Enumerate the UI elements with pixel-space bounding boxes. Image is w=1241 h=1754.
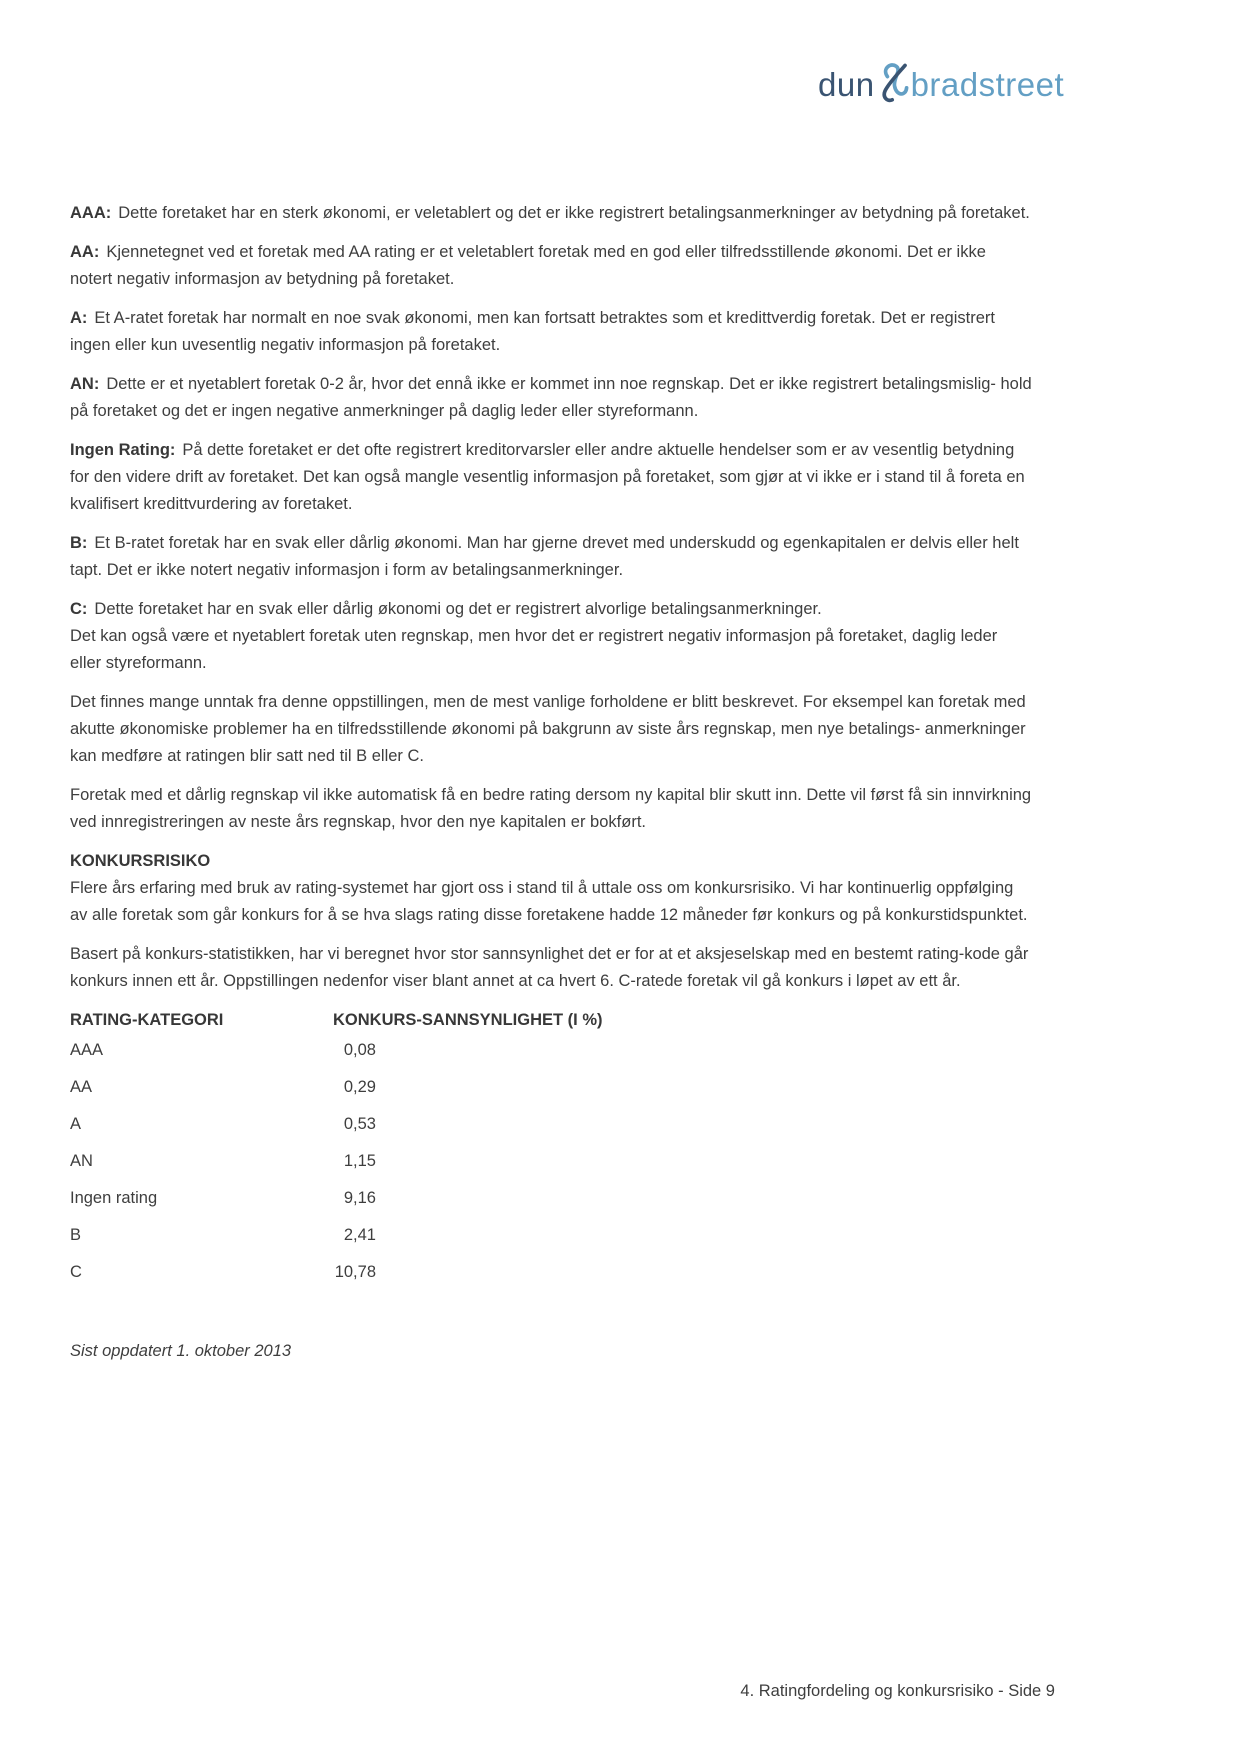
table-cell-value: 1,15 [343, 1152, 376, 1170]
konkurs-probability-table [70, 1007, 1032, 1296]
table-row-a [70, 1111, 1032, 1148]
dnb-logo [818, 62, 1064, 108]
rating-label-an: AN: [70, 375, 100, 393]
table-row-c [70, 1259, 1032, 1296]
konkursrisiko-paragraph-1: Flere års erfaring med bruk av rating-systemet har gjort oss i stand til å uttale oss om konkursrisiko. Vi har kontinuerlig oppfølging av alle foretak som går konkurs for å se hva slags rating disse foretakene hadde 12 måneder før konkurs og på konkurstidspunktet. [70, 879, 1028, 924]
table-cell-category: A [70, 1115, 82, 1133]
rating-label-ingen-rating: Ingen Rating: [70, 441, 176, 459]
table-cell-category: AN [70, 1152, 93, 1170]
exceptions-paragraph: Det finnes mange unntak fra denne oppstillingen, men de mest vanlige forholdene er blitt beskrevet. For eksempel kan foretak med akutte økonomiske problemer ha en tilfredsstillende økonomi på bakgrunn av siste års regnskap, men nye betalings- anmerkninger kan medføre at ratingen blir satt ned til B eller C. [70, 693, 1026, 765]
table-row-an [70, 1148, 1032, 1185]
logo-text-dun: dun [818, 66, 875, 103]
konkursrisiko-paragraph-2: Basert på konkurs-statistikken, har vi beregnet hvor stor sannsynlighet det er for at et aksjeselskap med en bestemt rating-kode går konkurs innen ett år. Oppstillingen nedenfor viser blant annet at ca hvert 6. C-ratede foretak vil gå konkurs i løpet av ett år. [70, 945, 1029, 990]
rating-text-aaa: Dette foretaket har en sterk økonomi, er veletablert og det er ikke registrert betalingsanmerkninger av betydning på foretaket. [118, 204, 1030, 222]
ampersand-icon [877, 61, 909, 105]
table-cell-value: 10,78 [334, 1263, 376, 1281]
konkursrisiko-heading: KONKURSRISIKO [70, 852, 211, 870]
table-cell-category: AAA [70, 1041, 104, 1059]
table-header-rating-category: RATING-KATEGORI [70, 1011, 224, 1029]
table-cell-value: 2,41 [343, 1226, 376, 1244]
table-cell-category: Ingen rating [70, 1189, 158, 1207]
table-cell-value: 0,29 [343, 1078, 376, 1096]
rating-label-aaa: AAA: [70, 204, 112, 222]
table-cell-category: C [70, 1263, 82, 1281]
last-updated-note: Sist oppdatert 1. oktober 2013 [70, 1342, 292, 1360]
table-cell-value: 0,53 [343, 1115, 376, 1133]
table-cell-value: 9,16 [343, 1189, 376, 1207]
page-footer: 4. Ratingfordeling og konkursrisiko - Side 9 [740, 1682, 1055, 1700]
rating-text-an: Dette er et nyetablert foretak 0-2 år, hvor det ennå ikke er kommet inn noe regnskap. Det er ikke registrert betalingsmislig- hold på foretaket og det er ingen negative anmerkninger på daglig leder eller styreformann. [70, 375, 1032, 420]
rating-text-a: Et A-ratet foretak har normalt en noe svak økonomi, men kan fortsatt betraktes som et kredittverdig foretak. Det er registrert ingen eller kun uvesentlig negativ informasjon på foretaket. [70, 309, 995, 354]
table-row-ingen-rating [70, 1185, 1032, 1222]
table-header-row [70, 1007, 1032, 1037]
rating-label-b: B: [70, 534, 88, 552]
table-row-aaa [70, 1037, 1032, 1074]
logo-text-bradstreet: bradstreet [910, 66, 1065, 103]
rating-definition-aaa [70, 200, 1032, 227]
table-cell-category: AA [70, 1078, 93, 1096]
rating-definition-a [70, 305, 1032, 359]
rating-text-aa: Kjennetegnet ved et foretak med AA rating er et veletablert foretak med en god eller tilfredsstillende økonomi. Det er ikke notert negativ informasjon av betydning på foretaket. [70, 243, 986, 288]
document-body [70, 200, 1032, 1365]
rating-definition-aa [70, 239, 1032, 293]
rating-text-c: Dette foretaket har en svak eller dårlig økonomi og det er registrert alvorlige betalingsanmerkninger. [94, 600, 822, 618]
rating-definition-ingen-rating [70, 437, 1032, 518]
rating-definition-an [70, 371, 1032, 425]
table-cell-category: B [70, 1226, 82, 1244]
table-row-aa [70, 1074, 1032, 1111]
capital-injection-paragraph: Foretak med et dårlig regnskap vil ikke automatisk få en bedre rating dersom ny kapital blir skutt inn. Dette vil først få sin innvirkning ved innregistreringen av neste års regnskap, hvor den nye kapitalen er bokført. [70, 786, 1032, 831]
rating-text-b: Et B-ratet foretak har en svak eller dårlig økonomi. Man har gjerne drevet med underskudd og egenkapitalen er delvis eller helt tapt. Det er ikke notert negativ informasjon i form av betalingsanmerkninger. [70, 534, 1019, 579]
rating-definition-c [70, 596, 1032, 677]
rating-label-a: A: [70, 309, 88, 327]
table-cell-value: 0,08 [343, 1041, 376, 1059]
rating-label-aa: AA: [70, 243, 100, 261]
rating-definition-b [70, 530, 1032, 584]
rating-text-c-line2: Det kan også være et nyetablert foretak uten regnskap, men hvor det er registrert negativ informasjon på foretaket, daglig leder eller styreformann. [70, 627, 998, 672]
rating-label-c: C: [70, 600, 88, 618]
table-header-konkurs-probability: KONKURS-SANNSYNLIGHET (I %) [333, 1011, 603, 1029]
table-row-b [70, 1222, 1032, 1259]
rating-text-ingen-rating: På dette foretaket er det ofte registrert kreditorvarsler eller andre aktuelle hendelser som er av vesentlig betydning for den videre drift av foretaket. Det kan også mangle vesentlig informasjon på foretaket, som gjør at vi ikke er i stand til å foreta en kvalifisert kredittvurdering av foretaket. [70, 441, 1025, 513]
